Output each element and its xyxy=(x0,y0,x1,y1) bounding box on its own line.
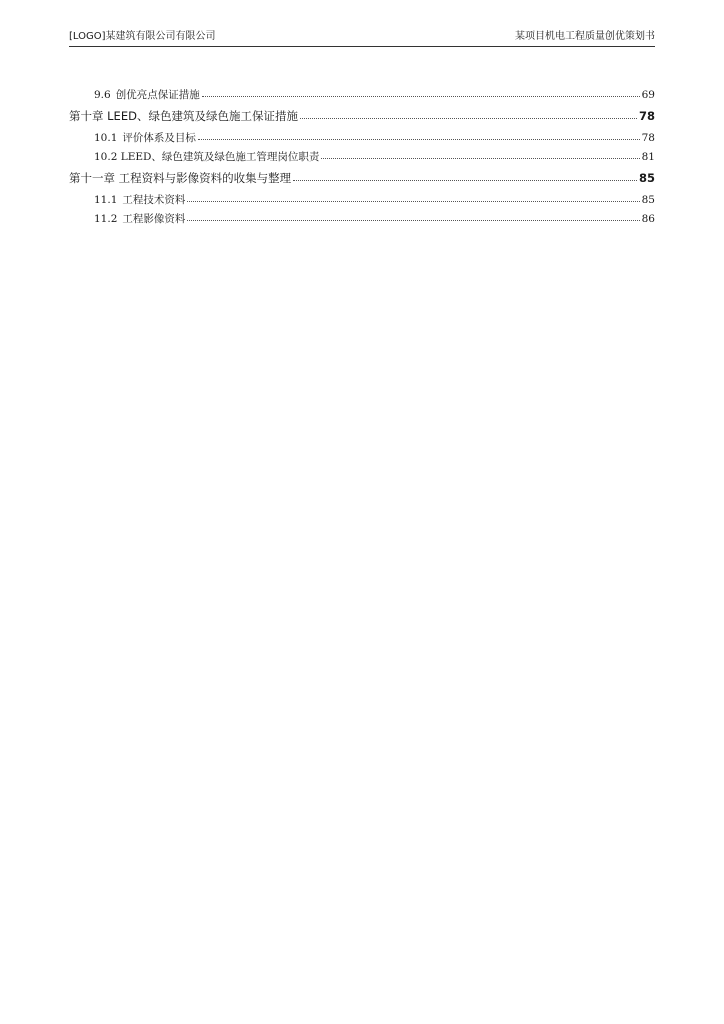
toc-dot-leader xyxy=(202,88,640,99)
table-of-contents xyxy=(69,86,655,229)
toc-entry-10-1[interactable] xyxy=(69,129,655,148)
toc-entry-11-2[interactable] xyxy=(69,210,655,229)
toc-entry-page: 86 xyxy=(641,213,655,225)
toc-dot-leader xyxy=(321,150,639,161)
header-document-title: 某项目机电工程质量创优策划书 xyxy=(515,31,655,42)
toc-entry-title: 工程技术资料 xyxy=(122,194,186,206)
toc-entry-10-2[interactable] xyxy=(69,148,655,167)
toc-entry-title: 10.2 LEED、绿色建筑及绿色施工管理岗位职责 xyxy=(94,151,320,163)
toc-entry-page: 78 xyxy=(641,132,655,144)
toc-dot-leader xyxy=(187,212,639,223)
toc-entry-number: 11.2 xyxy=(94,213,118,225)
toc-entry-11-1[interactable] xyxy=(69,191,655,210)
toc-entry-number: 10.1 xyxy=(94,132,118,144)
toc-dot-leader xyxy=(187,193,639,204)
toc-entry-title: 第十章 LEED、绿色建筑及绿色施工保证措施 xyxy=(69,109,298,123)
toc-entry-title: 评价体系及目标 xyxy=(122,132,196,144)
toc-entry-title: 创优亮点保证措施 xyxy=(115,89,200,101)
toc-entry-page: 85 xyxy=(638,171,655,185)
toc-entry-title: 第十一章 工程资料与影像资料的收集与整理 xyxy=(69,171,292,185)
toc-entry-chapter-11[interactable] xyxy=(69,167,655,189)
toc-entry-page: 85 xyxy=(641,194,655,206)
toc-entry-9-6[interactable] xyxy=(69,86,655,105)
page-header xyxy=(69,30,655,47)
header-company-name: [LOGO]某建筑有限公司有限公司 xyxy=(69,31,216,42)
toc-entry-title: 工程影像资料 xyxy=(122,213,186,225)
toc-entry-chapter-10[interactable] xyxy=(69,105,655,127)
toc-dot-leader xyxy=(293,171,637,183)
toc-entry-number: 11.1 xyxy=(94,194,118,206)
toc-entry-page: 69 xyxy=(641,89,655,101)
toc-entry-number: 9.6 xyxy=(94,89,111,101)
toc-entry-page: 78 xyxy=(638,109,655,123)
toc-entry-page: 81 xyxy=(641,151,655,163)
toc-dot-leader xyxy=(300,109,637,121)
toc-dot-leader xyxy=(198,131,640,142)
